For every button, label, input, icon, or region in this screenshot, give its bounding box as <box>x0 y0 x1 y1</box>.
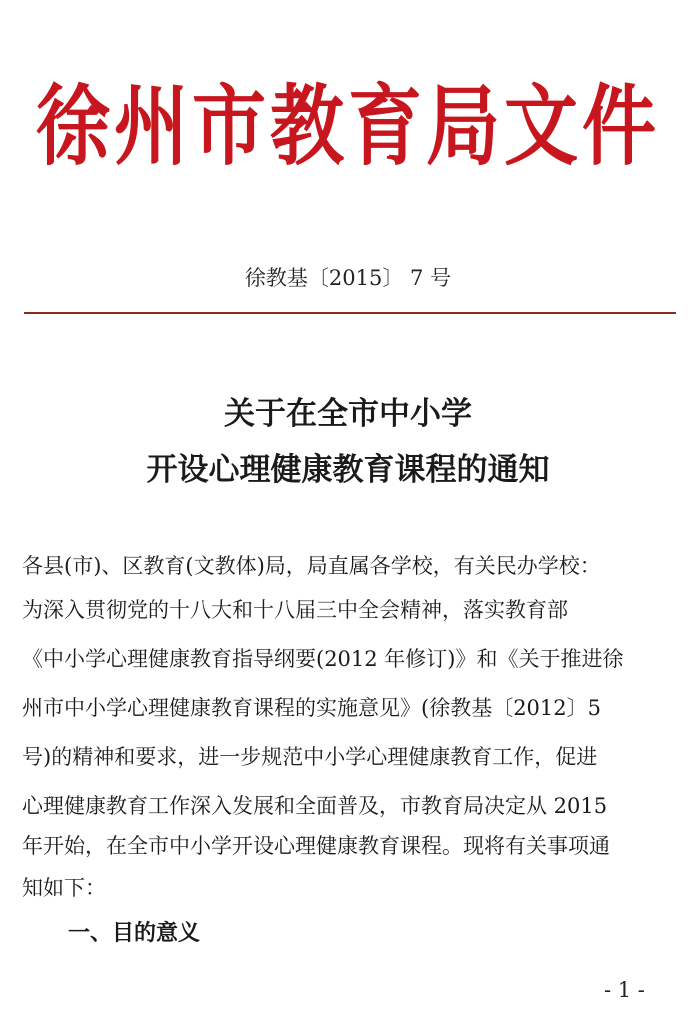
paragraph-line: 知如下： <box>22 876 106 900</box>
page-number: - 1 - <box>604 978 645 1002</box>
salutation: 各县(市)、区教育(文教体)局，局直属各学校，有关民办学校： <box>22 554 601 578</box>
paragraph-line: 心理健康教育工作深入发展和全面普及，市教育局决定从 2015 <box>22 794 608 818</box>
paragraph-line: 为深入贯彻党的十八大和十八届三中全会精神，落实教育部 <box>22 598 568 622</box>
paragraph-line: 《中小学心理健康教育指导纲要(2012 年修订)》和《关于推进徐 <box>22 647 624 671</box>
notice-title-line-1: 关于在全市中小学 <box>224 396 472 432</box>
paragraph-line: 州市中小学心理健康教育课程的实施意见》(徐教基〔2012〕5 <box>22 696 601 720</box>
notice-title-line-2: 开设心理健康教育课程的通知 <box>146 452 550 488</box>
document-number: 徐教基〔2015〕 7 号 <box>244 266 452 290</box>
header-divider <box>24 312 676 314</box>
section-heading: 一、目的意义 <box>68 921 201 946</box>
masthead-title: 徐州市教育局文件 <box>36 76 660 178</box>
paragraph-line: 号)的精神和要求，进一步规范中小学心理健康教育工作，促进 <box>22 745 598 769</box>
paragraph-line: 年开始，在全市中小学开设心理健康教育课程。现将有关事项通 <box>22 834 610 858</box>
